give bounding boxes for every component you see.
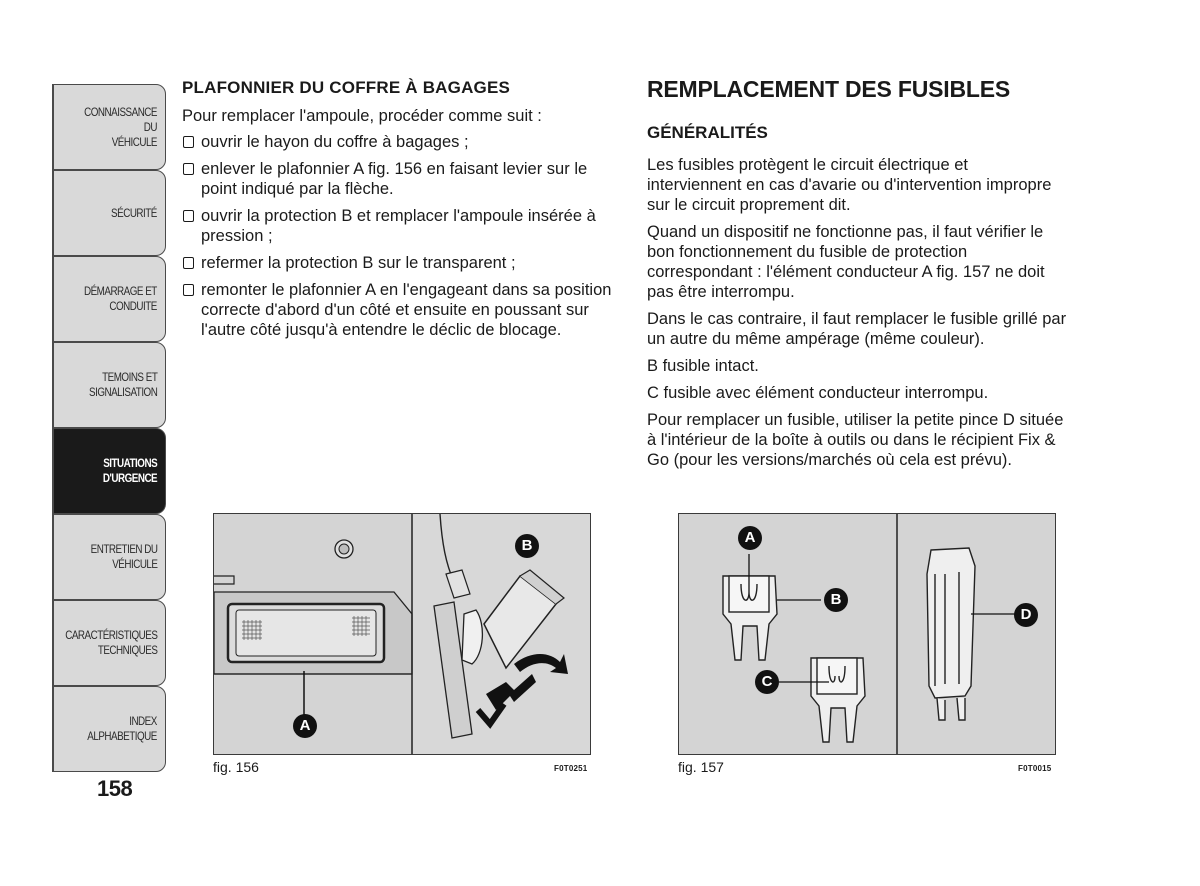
intro-text: Pour remplacer l'ampoule, procéder comme suit :	[182, 107, 542, 125]
figure-157-caption: fig. 157	[678, 759, 724, 775]
fuses-illustration	[679, 514, 1056, 755]
callout-label-b: B	[824, 588, 848, 612]
figure-156-caption: fig. 156	[213, 759, 259, 775]
page-title: REMPLACEMENT DES FUSIBLES	[647, 76, 1011, 102]
checkbox-bullet-icon	[183, 210, 194, 222]
tab-situations-d-urgence[interactable]: SITUATIONS D'URGENCE	[52, 428, 166, 514]
callout-label-c: C	[755, 670, 779, 694]
paragraph: Quand un dispositif ne fonctionne pas, il faut vérifier le bon fonctionnement du fusible de protection correspondant : l'élément conducteur A fig. 157 ne doit pas être interrompu.	[647, 223, 1045, 301]
tabs-spine	[52, 84, 54, 772]
checkbox-bullet-icon	[183, 257, 194, 269]
section-heading: PLAFONNIER DU COFFRE À BAGAGES	[182, 78, 511, 97]
tab-entretien-du-vehicule[interactable]: ENTRETIEN DU VÉHICULE	[52, 514, 166, 600]
callout-label-d: D	[1014, 603, 1038, 627]
step-item: ouvrir la protection B et remplacer l'ampoule insérée à pression ;	[182, 206, 622, 246]
tab-demarrage-et-conduite[interactable]: DÉMARRAGE ET CONDUITE	[52, 256, 166, 342]
figure-156-code: F0T0251	[554, 764, 588, 773]
callout-label-b: B	[515, 534, 539, 558]
tab-connaissance-du-vehicule[interactable]: CONNAISSANCE DU VÉHICULE	[52, 84, 166, 170]
paragraph: C fusible avec élément conducteur interrompu.	[647, 384, 989, 402]
subsection-heading: GÉNÉRALITÉS	[647, 123, 768, 142]
page-number: 158	[97, 776, 133, 801]
steps-list	[182, 132, 622, 340]
tab-temoins-et-signalisation[interactable]: TEMOINS ET SIGNALISATION	[52, 342, 166, 428]
figure-157-code: F0T0015	[1018, 764, 1052, 773]
right-column	[647, 76, 1067, 477]
paragraph: Pour remplacer un fusible, utiliser la petite pince D située à l'intérieur de la boîte à outils ou dans le récipient Fix & Go (pour les versions/marchés où cela est prévu).	[647, 411, 1064, 469]
step-item: remonter le plafonnier A en l'engageant dans sa position correcte d'abord d'un côté et ensuite en poussant sur l'autre côté jusqu'à entendre le déclic de blocage.	[182, 280, 622, 340]
figure-156-courtesy-light	[213, 513, 591, 755]
tab-caracteristiques-techniques[interactable]: CARACTÉRISTIQUES TECHNIQUES	[52, 600, 166, 686]
checkbox-bullet-icon	[183, 284, 194, 296]
tab-securite[interactable]: SÉCURITÉ	[52, 170, 166, 256]
callout-label-a: A	[293, 714, 317, 738]
figure-157-fuses	[678, 513, 1056, 755]
step-item: enlever le plafonnier A fig. 156 en faisant levier sur le point indiqué par la flèche.	[182, 159, 622, 199]
step-item: ouvrir le hayon du coffre à bagages ;	[182, 132, 622, 152]
checkbox-bullet-icon	[183, 163, 194, 175]
paragraph: Les fusibles protègent le circuit électrique et interviennent en cas d'avarie ou d'intervention impropre sur le circuit proprement dit.	[647, 156, 1052, 214]
paragraph: B fusible intact.	[647, 357, 759, 375]
left-column	[182, 78, 622, 347]
tab-index-alphabetique[interactable]: INDEX ALPHABETIQUE	[52, 686, 166, 772]
checkbox-bullet-icon	[183, 136, 194, 148]
callout-label-a: A	[738, 526, 762, 550]
paragraph: Dans le cas contraire, il faut remplacer le fusible grillé par un autre du même ampérage (même couleur).	[647, 310, 1067, 348]
step-item: refermer la protection B sur le transparent ;	[182, 253, 622, 273]
